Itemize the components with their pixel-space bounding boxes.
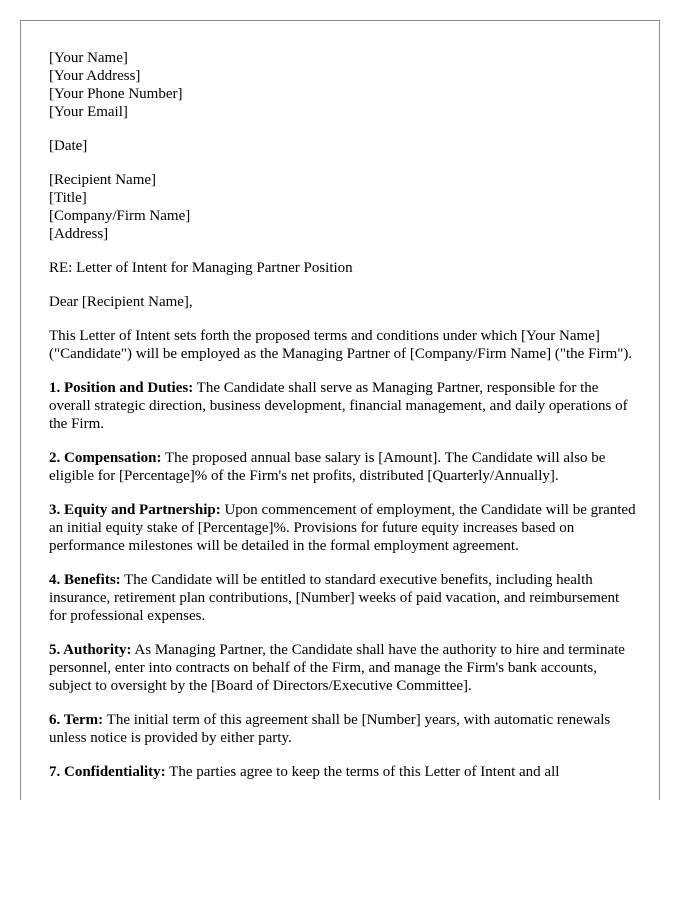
sender-block [49,49,639,121]
recipient-block [49,171,639,243]
section-text: The proposed annual base salary is [Amount]. The Candidate will also be eligible for [Percentage]% of the Firm's net profits, distributed [Quarterly/Annually]. [49,450,606,484]
section-heading: 6. Term: [49,712,104,728]
sender-email: [Your Email] [49,104,128,120]
section-heading: 2. Compensation: [49,450,162,466]
section-term [49,711,639,747]
section-compensation [49,449,639,485]
section-text: Upon commencement of employment, the Candidate will be granted an initial equity stake of [Percentage]%. Provisions for future equity increases based on performance milestones will be detailed in the formal employment agreement. [49,502,636,554]
section-heading: 1. Position and Duties: [49,380,194,396]
section-authority [49,641,639,695]
section-text: The Candidate will be entitled to standard executive benefits, including health insurance, retirement plan contributions, [Number] weeks of paid vacation, and reimbursement for professional expenses. [49,572,620,624]
section-heading: 7. Confidentiality: [49,764,166,780]
intro-paragraph: This Letter of Intent sets forth the proposed terms and conditions under which [Your Name] ("Candidate") will be employed as the Managing Partner of [Company/Firm Name] ("the Firm"). [49,328,633,362]
recipient-title: [Title] [49,190,87,206]
section-text: The parties agree to keep the terms of this Letter of Intent and all [165,764,560,780]
section-text: The Candidate shall serve as Managing Partner, responsible for the overall strategic direction, business development, financial management, and daily operations of the Firm. [49,380,628,432]
subject-line: RE: Letter of Intent for Managing Partner Position [49,260,353,276]
section-heading: 5. Authority: [49,642,132,658]
date-block [49,137,639,155]
letter-page [20,20,660,800]
section-benefits [49,571,639,625]
section-equity-partnership [49,501,639,555]
section-text: As Managing Partner, the Candidate shall have the authority to hire and terminate personnel, enter into contracts on behalf of the Firm, and manage the Firm's bank accounts, subject to oversight by the [Board of Directors/Executive Committee]. [49,642,625,694]
sender-name: [Your Name] [49,50,128,66]
letter-body [49,49,639,797]
recipient-name: [Recipient Name] [49,172,157,188]
salutation: Dear [Recipient Name], [49,294,193,310]
section-heading: 3. Equity and Partnership: [49,502,221,518]
sender-phone: [Your Phone Number] [49,86,183,102]
recipient-company: [Company/Firm Name] [49,208,191,224]
section-position-duties [49,379,639,433]
section-confidentiality [49,763,639,781]
section-heading: 4. Benefits: [49,572,121,588]
recipient-address: [Address] [49,226,109,242]
sender-address: [Your Address] [49,68,141,84]
section-text: The initial term of this agreement shall be [Number] years, with automatic renewals unless notice is provided by either party. [49,712,611,746]
letter-date: [Date] [49,138,88,154]
